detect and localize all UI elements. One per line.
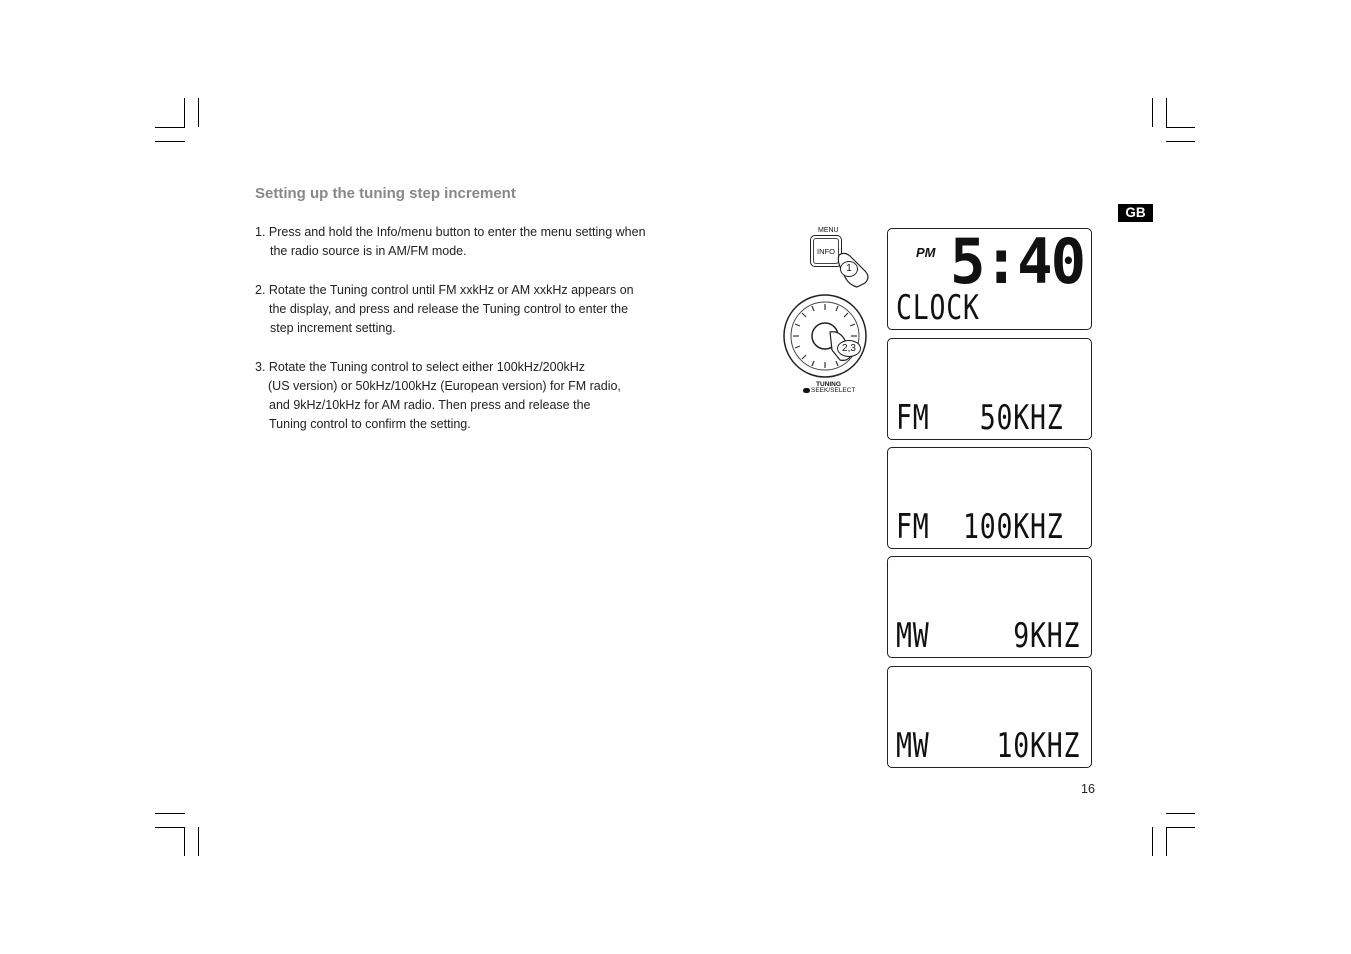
lcd-text: FM 50KHZ — [896, 398, 1064, 438]
step-line: the radio source is in AM/FM mode. — [270, 244, 467, 258]
step-line: and 9kHz/10kHz for AM radio. Then press and release the — [269, 398, 591, 412]
crop-mark — [184, 827, 185, 856]
lcd-display-mw-9khz — [887, 556, 1092, 658]
crop-mark — [1166, 813, 1195, 814]
lcd-text: FM 100KHZ — [896, 507, 1064, 547]
crop-mark — [1166, 141, 1195, 142]
step-line: 3. Rotate the Tuning control to select either 100kHz/200kHz — [255, 360, 586, 374]
lcd-text: MW 10KHZ — [896, 726, 1081, 766]
step-3 — [255, 358, 621, 434]
crop-mark — [155, 141, 185, 142]
lcd-display-mw-10khz — [887, 666, 1092, 768]
crop-mark — [198, 827, 199, 856]
lcd-text: MW 9KHZ — [896, 616, 1081, 656]
crop-mark — [155, 813, 185, 814]
crop-mark — [1166, 827, 1195, 828]
callout-2-3: 2,3 — [837, 340, 861, 357]
tuning-label: TUNING — [816, 381, 841, 388]
seek-select-indicator-icon — [803, 388, 810, 393]
language-badge: GB — [1118, 204, 1153, 222]
crop-mark — [155, 827, 185, 828]
lcd-text: CLOCK — [896, 288, 980, 328]
section-heading: Setting up the tuning step increment — [255, 185, 516, 202]
lcd-display-clock — [887, 225, 1092, 330]
crop-mark — [1152, 98, 1153, 127]
step-1 — [255, 223, 646, 261]
step-line: (US version) or 50kHz/100kHz (European version) for FM radio, — [268, 379, 621, 393]
seek-select-label: SEEK/SELECT — [811, 387, 856, 394]
clock-time: 5:40 — [950, 225, 1085, 298]
lcd-display-fm-50khz — [887, 338, 1092, 440]
menu-label: MENU — [818, 227, 839, 234]
crop-mark — [1166, 98, 1167, 127]
tuning-knob-icon — [782, 292, 868, 384]
crop-mark — [1152, 827, 1153, 856]
crop-mark — [1166, 127, 1195, 128]
crop-mark — [198, 98, 199, 127]
step-2 — [255, 281, 634, 338]
crop-mark — [184, 98, 185, 127]
step-line: 1. Press and hold the Info/menu button to enter the menu setting when — [255, 225, 646, 239]
crop-mark — [1166, 827, 1167, 856]
lcd-display-fm-100khz — [887, 447, 1092, 549]
step-line: step increment setting. — [270, 321, 396, 335]
page-number: 16 — [1081, 782, 1095, 796]
step-line: Tuning control to confirm the setting. — [269, 417, 471, 431]
pm-indicator: PM — [916, 245, 936, 260]
callout-1: 1 — [840, 261, 858, 277]
info-label: INFO — [817, 247, 835, 256]
step-line: the display, and press and release the Tuning control to enter the — [269, 302, 629, 316]
crop-mark — [155, 127, 185, 128]
step-line: 2. Rotate the Tuning control until FM xxkHz or AM xxkHz appears on — [255, 283, 634, 297]
